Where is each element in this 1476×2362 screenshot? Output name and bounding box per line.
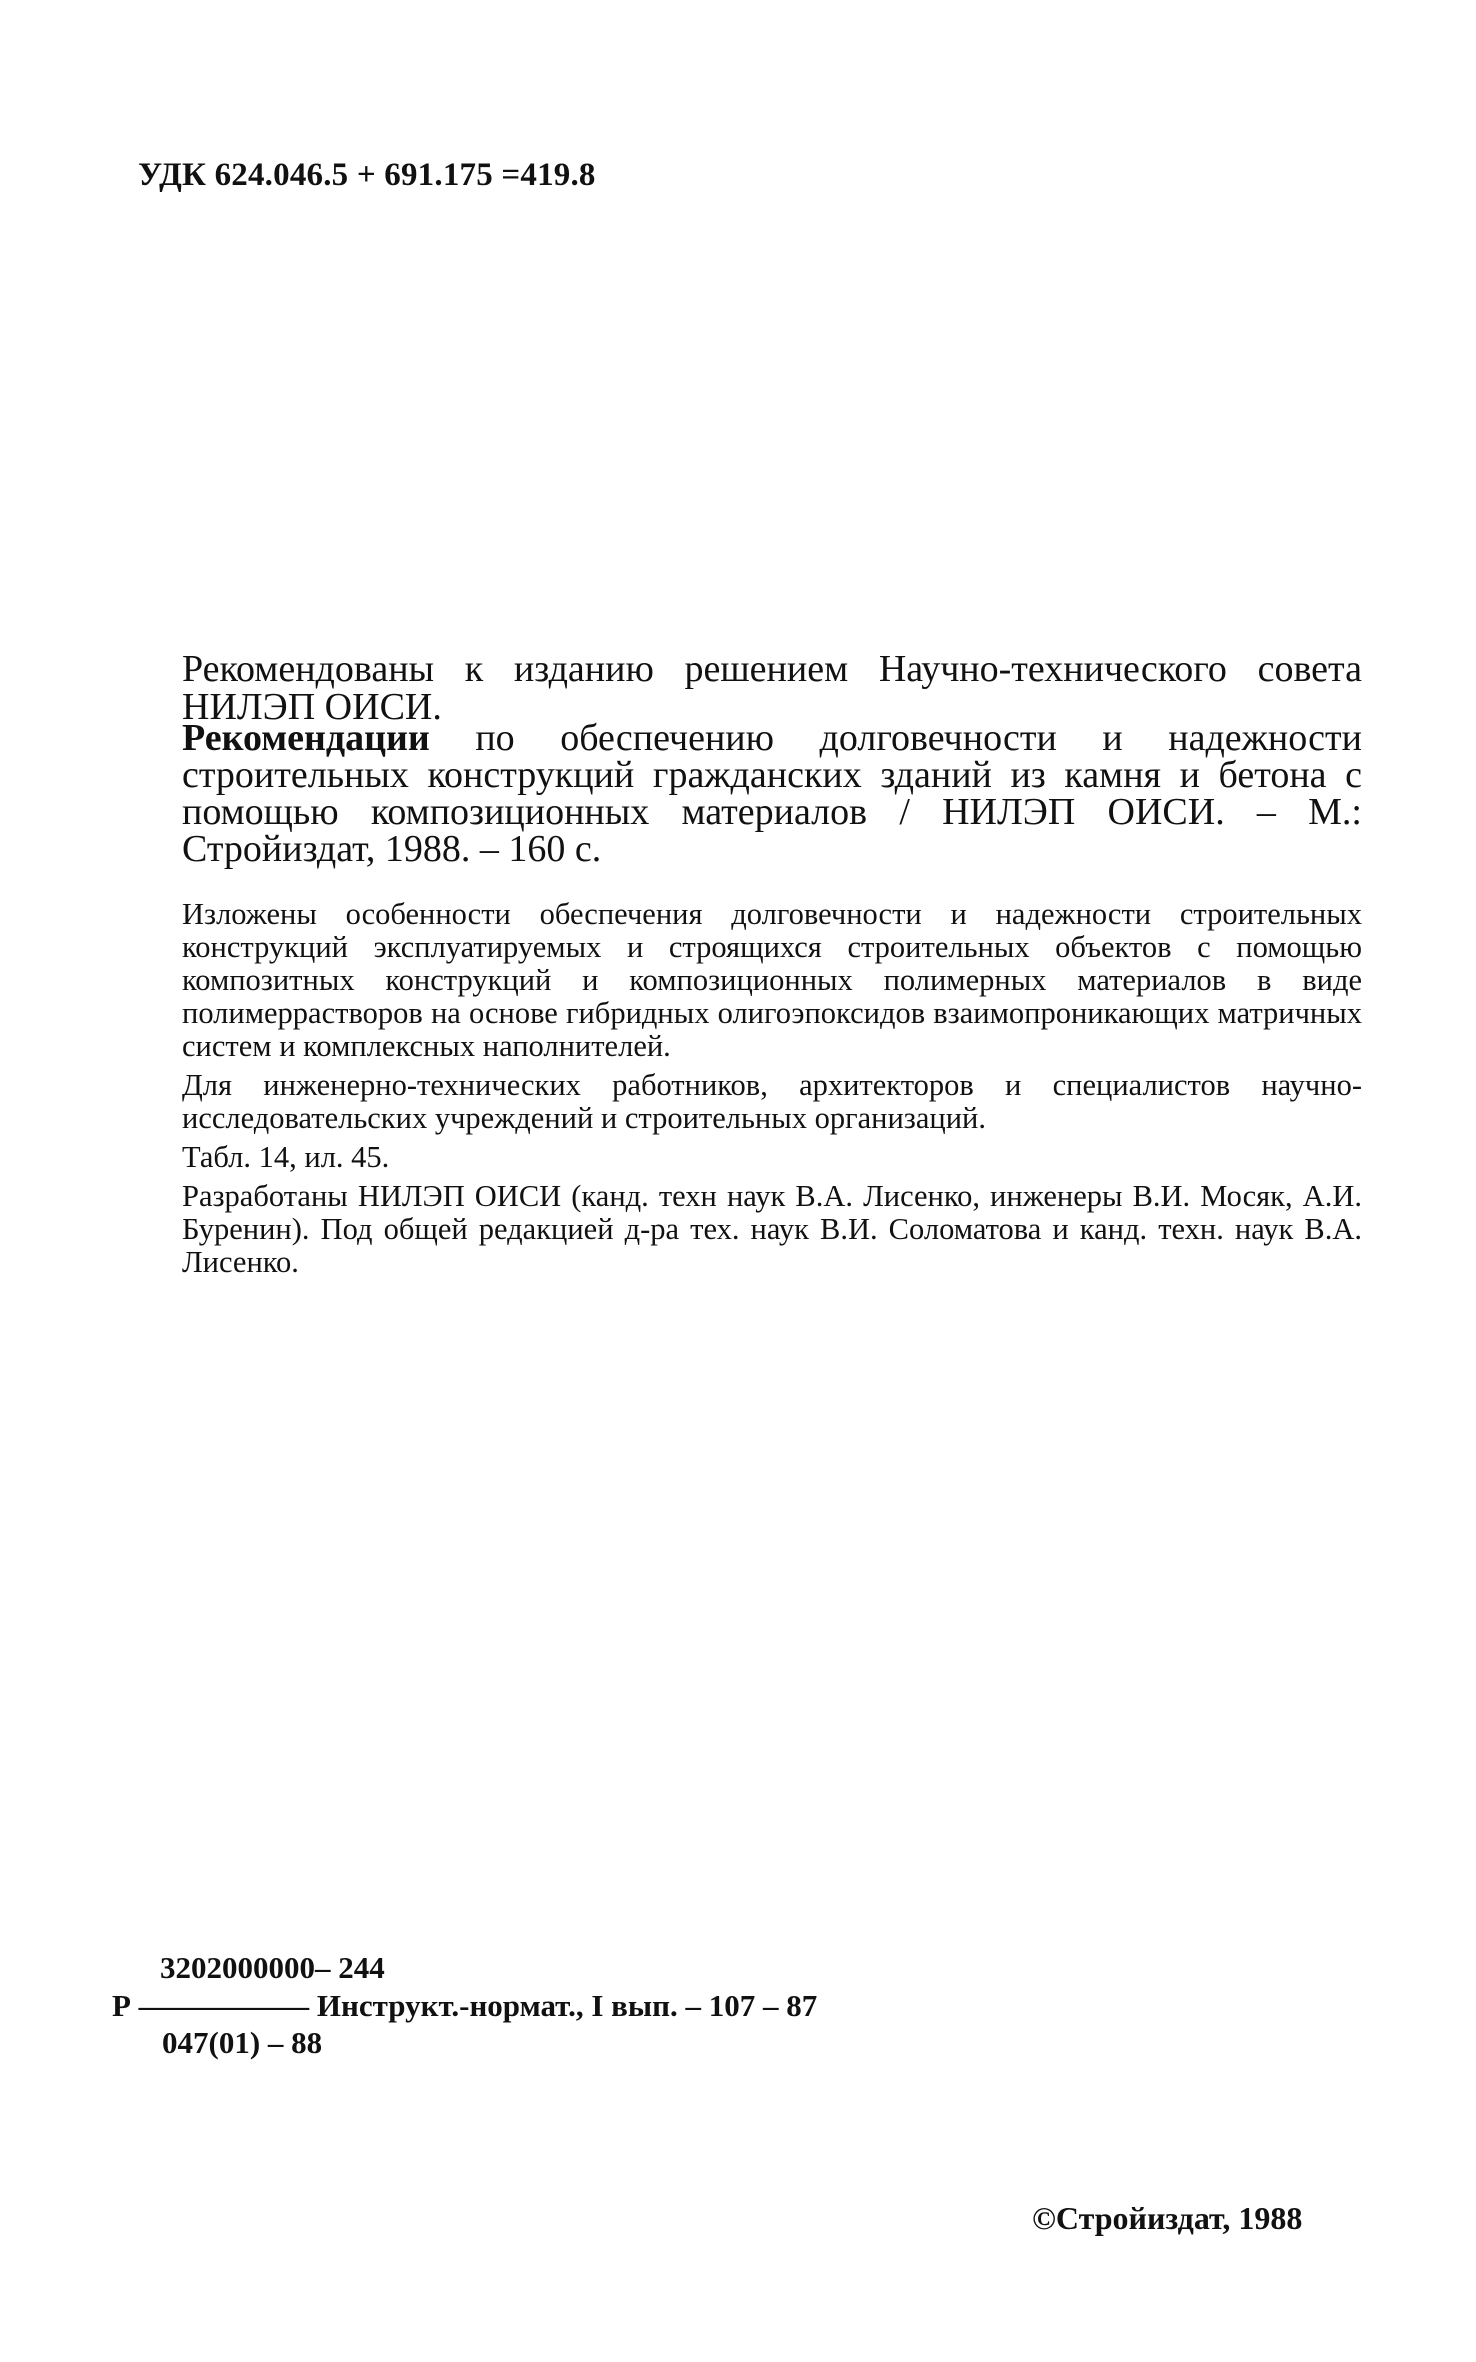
- bibliographic-title: Рекомендации: [182, 717, 430, 759]
- annotation: [182, 898, 1362, 1279]
- bibliographic-description: [182, 717, 1362, 870]
- annotation-authors: Разработаны НИЛЭП ОИСИ (канд. техн наук В.А. Лисенко, инженеры В.И. Мосяк, А.И. Буренин). Под общей редакцией д-ра тех. наук В.И. Соломатова и канд. техн. наук В.А. Лисенко.: [182, 1179, 1362, 1279]
- classification-code-middle: Р ––––––––––– Инструкт.-нормат., I вып. – 107 – 87: [112, 1988, 818, 2023]
- publication-recommendation: Рекомендованы к изданию решением Научно-технического совета НИЛЭП ОИСИ.: [182, 648, 1362, 728]
- annotation-summary: Изложены особенности обеспечения долговечности и надежности строительных конструкций эксплуатируемых и строящихся строительных объектов с помощью композитных конструкций и композиционных полимерных материалов в виде полимеррастворов на основе гибридных олигоэпоксидов взаимопроникающих матричных систем и комплексных наполнителей.: [182, 897, 1362, 1063]
- annotation-audience: Для инженерно-технических работников, архитекторов и специалистов научно-исследовательских учреждений и строительных организаций.: [182, 1068, 1362, 1135]
- bibliographic-details: по обеспечению долговечности и надежности строительных конструкций гражданских зданий из камня и бетона с помощью композиционных материалов / НИЛЭП ОИСИ. – М.: Стройиздат, 1988. – 160 с.: [182, 717, 1362, 870]
- copyright: ©Стройиздат, 1988: [1032, 2200, 1303, 2236]
- udk-code: УДК 624.046.5 + 691.175 =419.8: [138, 157, 596, 193]
- classification-code: [112, 1950, 1112, 2070]
- classification-code-top: 3202000000– 244: [160, 1950, 385, 1985]
- classification-code-bottom: 047(01) – 88: [162, 2025, 323, 2060]
- annotation-tables: Табл. 14, ил. 45.: [182, 1140, 390, 1174]
